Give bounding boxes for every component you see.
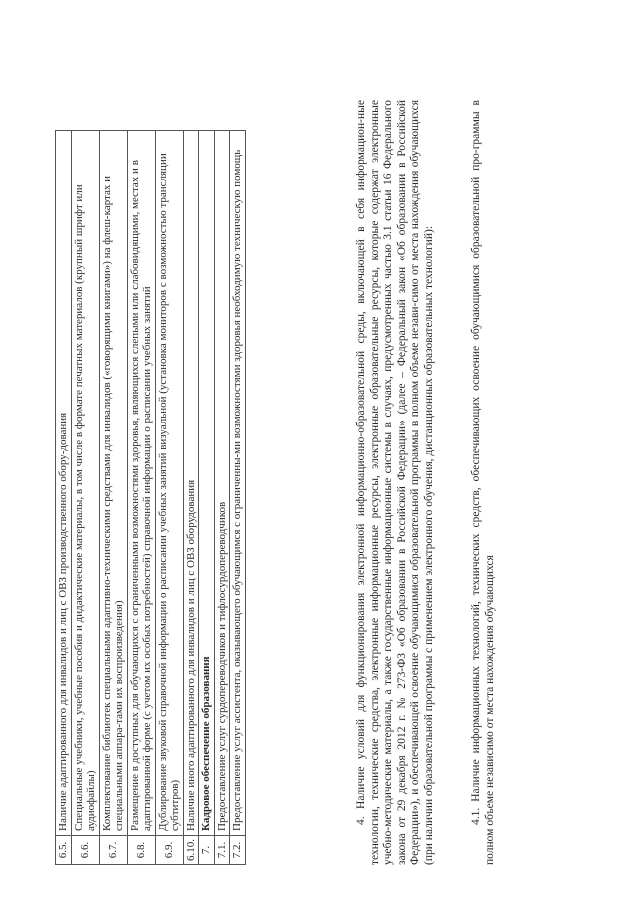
table-row	[230, 131, 246, 865]
row-text: Дублирование звуковой справочной информации о расписании учебных занятий визуальной (установка мониторов с возможностью трансляции субтитров)	[155, 131, 183, 836]
row-text: Предоставление услуг сурдопереводчиков и тифлосурдопереводчиков	[214, 131, 230, 836]
table-row	[155, 131, 183, 865]
row-number: 6.9.	[155, 836, 183, 865]
paragraph-4-1	[470, 100, 497, 865]
table-row	[99, 131, 127, 865]
row-text: Предоставление услуг ассистента, оказывающего обучающимся с ограниченны-ми возможностями здоровья необходимую техническую помощь	[230, 131, 246, 836]
table-row	[127, 131, 155, 865]
table-row	[183, 131, 199, 865]
row-number: 6.8.	[127, 836, 155, 865]
row-text: Специальные учебники, учебные пособия и дидактические материалы, в том числе в формате печатных материалов (крупный шрифт или аудиофайлы)	[71, 131, 99, 836]
row-number: 7.	[199, 836, 215, 865]
row-text: Размещение в доступных для обучающихся с ограниченными возможностями здоровья, являющихся слепыми или слабовидящими, местах и в адаптированной форме (с учетом их особых потребностей) справочной информации о расписании учебных занятий	[127, 131, 155, 836]
paragraph-4-text: 4. Наличие условий для функционирования электронной информационно-образовательной среды, включающей в себя информацион-ные технологии, технические средства, электронные информационные ресурсы, электронные образовательные ресурсы, которые содержат электронные учебно-методические материалы, а также государственные информационные системы в случаях, предусмотренных частью 3.1 статьи 16 Федерального закона от 29 декабря 2012 г. № 273-ФЗ «Об образовании в Российской Федерации» (далее – Федеральный закон «Об образовании в Российской Федерации»), и обеспечивающей освоение обучающимися образовательной программы в полном объеме незави-симо от места нахождения обучающихся (при наличии образовательной программы с применением электронного обучения, дистанционных образовательных технологий):	[355, 100, 435, 865]
accessibility-table	[55, 130, 246, 865]
row-number: 7.1.	[214, 836, 230, 865]
row-text: Комплектование библиотек специальными адаптивно-техническими средствами для инвалидов («говорящими книгами») на флеш-картах и специальными аппара-тами их воспроизведения)	[99, 131, 127, 836]
paragraph-4	[355, 100, 436, 865]
row-number: 6.10.	[183, 836, 199, 865]
table-row	[71, 131, 99, 865]
row-text: Наличие иного адаптированного для инвалидов и лиц с ОВЗ оборудования	[183, 131, 199, 836]
table-row	[214, 131, 230, 865]
paragraph-4-1-text: 4.1. Наличие информационных технологий, технических средств, обеспечивающих освоение обучающимися образовательной про-граммы в полном объеме независимо от места нахождения обучающихся	[470, 100, 496, 865]
row-text: Кадровое обеспечение образования	[199, 131, 215, 836]
table-row-section-heading	[199, 131, 215, 865]
row-text: Наличие адаптированного для инвалидов и лиц с ОВЗ производственного обору-дования	[56, 131, 72, 836]
row-number: 6.7.	[99, 836, 127, 865]
row-number: 6.5.	[56, 836, 72, 865]
table-row	[56, 131, 72, 865]
row-number: 6.6.	[71, 836, 99, 865]
row-number: 7.2.	[230, 836, 246, 865]
